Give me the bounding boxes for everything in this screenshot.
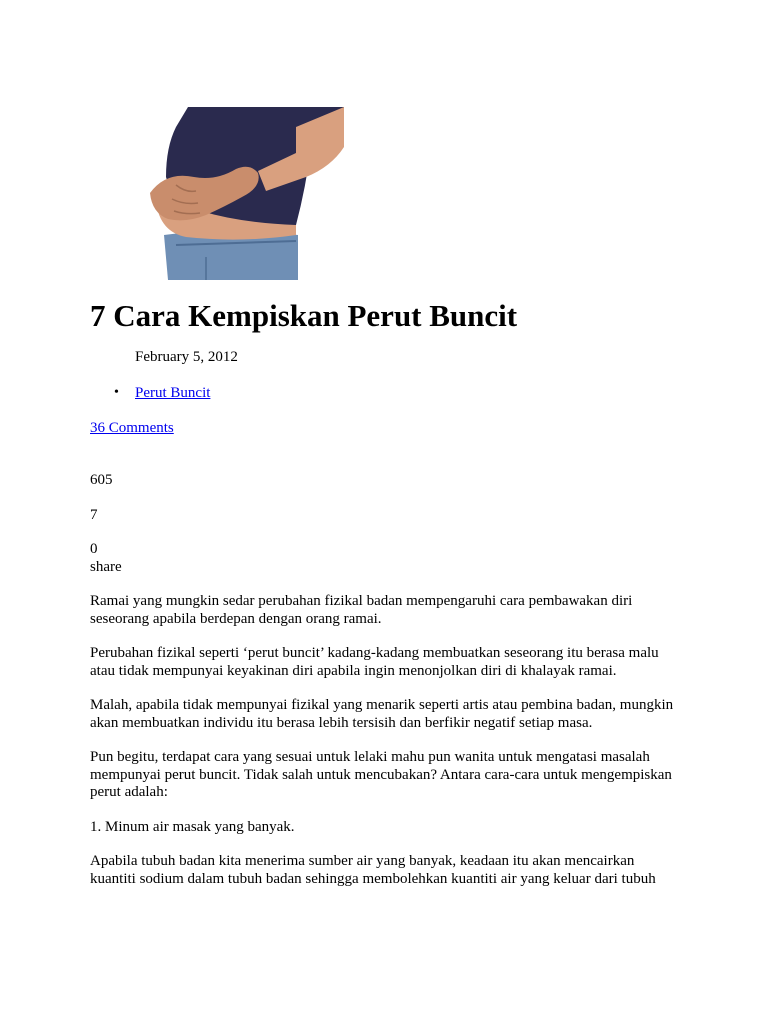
paragraph-5-heading: 1. Minum air masak yang banyak.	[90, 819, 295, 835]
paragraph-line: Perubahan fizikal seperti ‘perut buncit’ kadang-kadang membuatkan seseorang itu berasa malu	[90, 645, 659, 661]
paragraph-line: akan membuatkan individu itu berasa lebih tersisih dan berfikir negatif setiap masa.	[90, 714, 593, 731]
comments-link[interactable]: 36 Comments	[90, 420, 174, 436]
category-list	[90, 384, 210, 402]
paragraph-6	[90, 853, 690, 888]
paragraph-line: Apabila tubuh badan kita menerima sumber air yang banyak, keadaan itu akan mencairkan	[90, 853, 635, 869]
paragraph-2	[90, 645, 690, 680]
belly-photo-icon	[146, 107, 344, 280]
paragraph-line: seseorang apabila berdepan dengan orang ramai.	[90, 610, 382, 627]
paragraph-line: mempunyai perut buncit. Tidak salah untuk mencubakan? Antara cara-cara untuk mengempiskan	[90, 766, 672, 783]
bullet-icon: •	[114, 385, 119, 400]
paragraph-line: Pun begitu, terdapat cara yang sesuai untuk lelaki mahu pun wanita untuk mengatasi masalah	[90, 749, 650, 765]
paragraph-4	[90, 749, 690, 802]
category-item	[90, 384, 210, 402]
share-count-7: 7	[90, 507, 98, 523]
paragraph-line: perut adalah:	[90, 784, 168, 800]
hero-image	[146, 107, 344, 280]
share-label: share	[90, 559, 122, 575]
paragraph-line: kuantiti sodium dalam tubuh badan sehingga membolehkan kuantiti air yang keluar dari tubuh	[90, 870, 656, 887]
page-title: 7 Cara Kempiskan Perut Buncit	[90, 298, 518, 333]
paragraph-line: Ramai yang mungkin sedar perubahan fizikal badan mempengaruhi cara pembawakan diri	[90, 593, 633, 609]
paragraph-3	[90, 697, 690, 732]
post-date: February 5, 2012	[135, 349, 238, 365]
paragraph-line: Malah, apabila tidak mempunyai fizikal yang menarik seperti artis atau pembina badan, mungkin	[90, 697, 674, 713]
paragraph-line: atau tidak mempunyai keyakinan diri apabila ingin menonjolkan diri di khalayak ramai.	[90, 662, 617, 679]
paragraph-1	[90, 593, 690, 628]
category-link[interactable]: Perut Buncit	[135, 385, 211, 401]
share-count-605: 605	[90, 472, 113, 488]
share-count-0: 0	[90, 541, 98, 557]
